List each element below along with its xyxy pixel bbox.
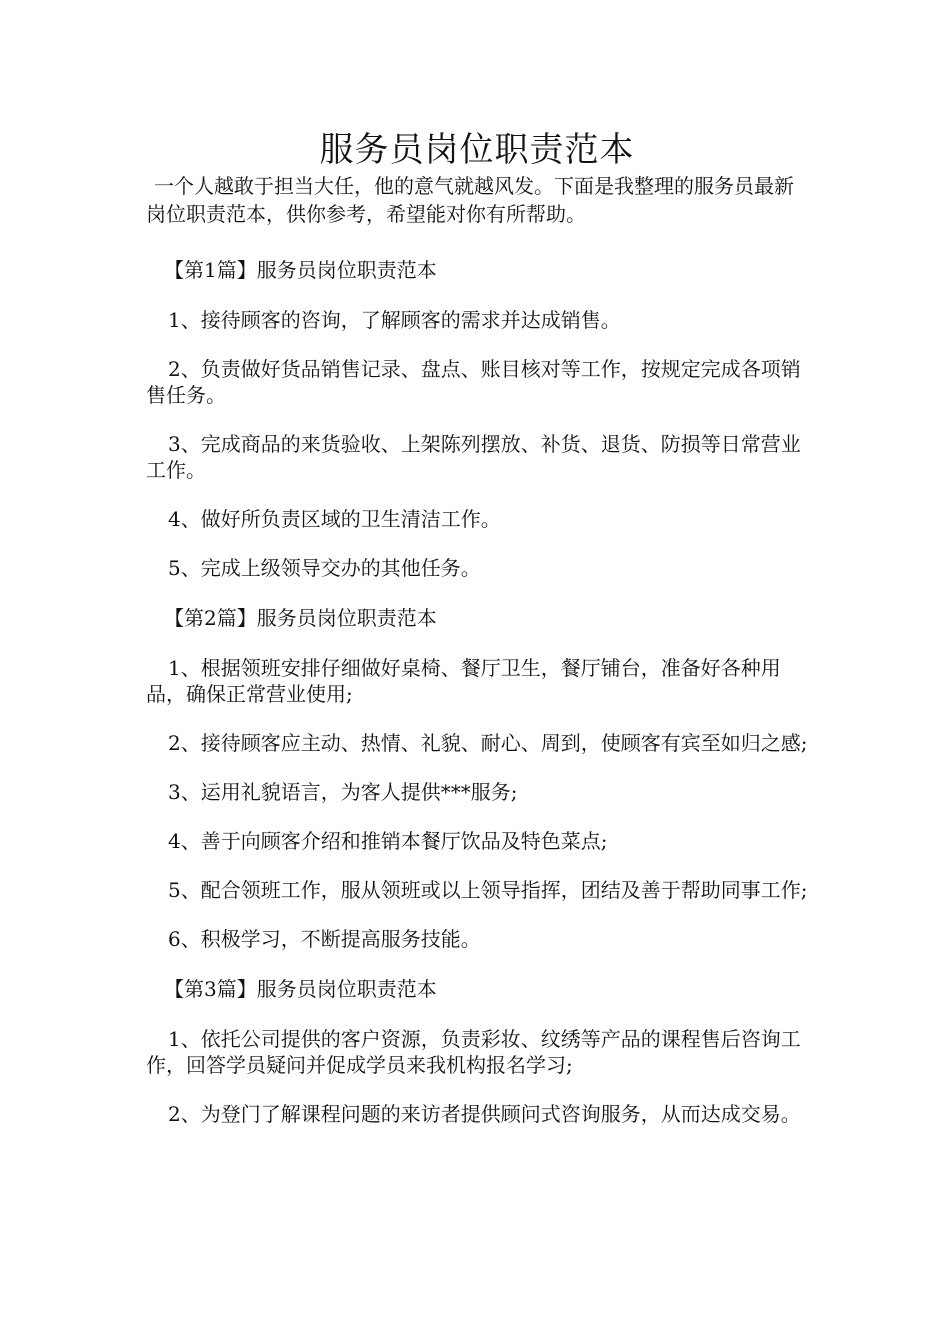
spacer	[146, 1078, 808, 1101]
section-heading-3: 【第3篇】服务员岗位职责范本	[164, 977, 437, 1001]
list-item: 5、完成上级领导交办的其他任务。	[168, 556, 481, 580]
spacer	[146, 952, 808, 975]
spacer	[146, 903, 808, 926]
spacer	[146, 707, 808, 730]
document-title: 服务员岗位职责范本	[319, 130, 635, 170]
list-item: 1、依托公司提供的客户资源，负责彩妆、纹绣等产品的课程售后咨询工作，回答学员疑问并促成学员来我机构报名学习;	[146, 1027, 801, 1077]
spacer	[146, 483, 808, 506]
spacer	[146, 228, 808, 256]
spacer	[146, 805, 808, 828]
spacer	[146, 756, 808, 779]
intro-paragraph: 一个人越敢于担当大任，他的意气就越风发。下面是我整理的服务员最新岗位职责范本，供你参考，希望能对你有所帮助。	[146, 174, 794, 226]
document-page	[146, 128, 808, 1127]
spacer	[146, 1003, 808, 1026]
list-item: 6、积极学习，不断提高服务技能。	[168, 927, 481, 951]
spacer	[146, 284, 808, 307]
spacer	[146, 581, 808, 604]
list-item: 5、配合领班工作，服从领班或以上领导指挥，团结及善于帮助同事工作;	[168, 878, 808, 902]
list-item: 4、做好所负责区域的卫生清洁工作。	[168, 507, 501, 531]
list-item: 1、根据领班安排仔细做好桌椅、餐厅卫生，餐厅铺台，准备好各种用品，确保正常营业使用;	[146, 656, 781, 706]
spacer	[146, 632, 808, 655]
list-item: 2、为登门了解课程问题的来访者提供顾问式咨询服务，从而达成交易。	[168, 1102, 801, 1126]
section-heading-2: 【第2篇】服务员岗位职责范本	[164, 606, 437, 630]
list-item: 1、接待顾客的咨询，了解顾客的需求并达成销售。	[168, 308, 621, 332]
list-item: 2、接待顾客应主动、热情、礼貌、耐心、周到，使顾客有宾至如归之感;	[168, 731, 808, 755]
list-item: 4、善于向顾客介绍和推销本餐厅饮品及特色菜点;	[168, 829, 608, 853]
list-item: 3、运用礼貌语言，为客人提供***服务;	[168, 780, 518, 804]
spacer	[146, 408, 808, 431]
list-item: 2、负责做好货品销售记录、盘点、账目核对等工作，按规定完成各项销售任务。	[146, 357, 801, 407]
spacer	[146, 333, 808, 356]
section-heading-1: 【第1篇】服务员岗位职责范本	[164, 258, 437, 282]
spacer	[146, 532, 808, 555]
list-item: 3、完成商品的来货验收、上架陈列摆放、补货、退货、防损等日常营业工作。	[146, 432, 801, 482]
spacer	[146, 854, 808, 877]
